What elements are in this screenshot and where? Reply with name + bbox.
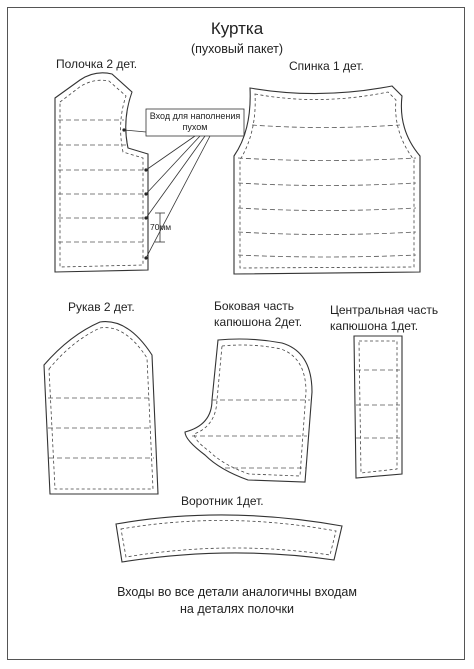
hood-center-label-line2: капюшона 1дет. <box>330 319 419 333</box>
fill-inlet-label-line2: пухом <box>182 122 208 132</box>
front-label: Полочка 2 дет. <box>56 57 138 71</box>
collar-piece <box>116 515 342 562</box>
sleeve-label: Рукав 2 дет. <box>68 300 135 314</box>
fill-inlet-label-line1: Вход для наполнения <box>149 111 241 121</box>
hood-side-label-line1: Боковая часть <box>214 299 295 313</box>
footer-note-line1: Входы во все детали аналогичны входам <box>117 585 357 599</box>
hood-side-label-line2: капюшона 2дет. <box>214 315 303 329</box>
sleeve-piece <box>44 322 158 494</box>
front-piece <box>55 73 148 272</box>
hood-side-piece <box>185 339 312 482</box>
hood-center-label-line1: Центральная часть <box>330 303 439 317</box>
page-subtitle: (пуховый пакет) <box>190 42 284 56</box>
collar-label: Воротник 1дет. <box>181 494 264 508</box>
back-label: Спинка 1 дет. <box>289 59 364 73</box>
page-title: Куртка <box>210 19 264 38</box>
hood-center-piece <box>354 336 402 478</box>
back-piece <box>234 86 420 274</box>
spacing-label: 70мм <box>150 222 172 232</box>
footer-note-line2: на деталях полочки <box>179 602 295 616</box>
